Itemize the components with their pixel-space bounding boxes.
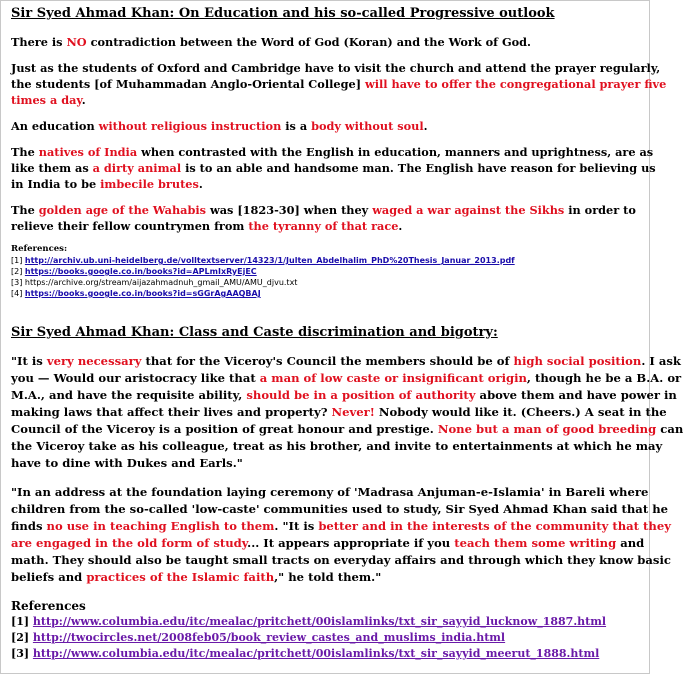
para-education: An education without religious instruction is a body without soul.	[11, 119, 428, 133]
reference-item: [3] https://archive.org/stream/aijazahmadnuh_gmail_AMU/AMU_djvu.txt	[11, 278, 298, 287]
para-natives-line2: like them as a dirty animal is to an able and handsome man. The English have reason for believing us	[11, 161, 656, 175]
para-oxford-line3: times a day.	[11, 93, 86, 107]
reference-link[interactable]: http://twocircles.net/2008feb05/book_review_castes_and_muslims_india.html	[32, 631, 506, 644]
references-heading: References:	[11, 244, 68, 254]
quote1-line1: "It is very necessary that for the Viceroy's Council the members should be of high social position. I ask	[11, 354, 681, 368]
quote2-line5: math. They should also be taught small tracts on everyday affairs and through which they know basic	[11, 553, 671, 567]
quote1-line2: you — Would our aristocracy like that a man of low caste or insignificant origin, though he be a B.A. or	[11, 371, 682, 385]
para-oxford-line1: Just as the students of Oxford and Cambridge have to visit the church and attend the prayer regularly,	[11, 61, 661, 75]
quote1-line7: have to dine with Dukes and Earls."	[11, 456, 243, 470]
reference-item: [2] http://twocircles.net/2008feb05/book_review_castes_and_muslims_india.html	[11, 631, 506, 644]
para-oxford-line2: the students [of Muhammadan Anglo-Oriental College] will have to offer the congregational prayer five	[11, 77, 667, 91]
para-wahabis-line1: The golden age of the Wahabis was [1823-30] when they waged a war against the Sikhs in order to	[11, 203, 636, 217]
document	[11, 6, 683, 662]
reference-item: [1] http://www.columbia.edu/itc/mealac/pritchett/00islamlinks/txt_sir_sayyid_lucknow_1887.html	[11, 615, 607, 628]
reference-link[interactable]: http://www.columbia.edu/itc/mealac/pritchett/00islamlinks/txt_sir_sayyid_lucknow_1887.html	[32, 615, 607, 628]
reference-link[interactable]: http://archiv.ub.uni-heidelberg.de/volltextserver/14323/1/Julten_Abdelhalim_PhD%20Thesis_Januar_2013.pdf	[24, 256, 515, 265]
reference-link[interactable]: https://books.google.co.in/books?id=APLmIxRyEjEC	[24, 267, 257, 276]
quote1-line5: Council of the Viceroy is a position of great honour and prestige. None but a man of good breeding can	[11, 422, 683, 436]
quote2-line3: finds no use in teaching English to them. "It is better and in the interests of the community that they	[11, 519, 671, 533]
reference-link[interactable]: https://books.google.co.in/books?id=sGGrAgAAQBAJ	[24, 289, 261, 298]
reference-item: [1] http://archiv.ub.uni-heidelberg.de/volltextserver/14323/1/Julten_Abdelhalim_PhD%20Thesis_Januar_2013.pdf	[11, 256, 515, 265]
section2-title: Sir Syed Ahmad Khan: Class and Caste discrimination and bigotry:	[11, 325, 498, 340]
quote1-line6: the Viceroy take as his colleague, treat as his brother, and invite to entertainments at which he may	[11, 439, 663, 453]
para-natives-line1: The natives of India when contrasted with the English in education, manners and uprightness, are as	[11, 145, 654, 159]
quote1-line3: M.A., and have the requisite ability, should be in a position of authority above them and have power in	[11, 388, 677, 402]
quote2-line1: "In an address at the foundation laying ceremony of 'Madrasa Anjuman-e-Islamia' in Bareli where	[11, 485, 649, 499]
para-word-of-god: There is NO contradiction between the Word of God (Koran) and the Work of God.	[11, 35, 531, 49]
reference-item: [2] https://books.google.co.in/books?id=APLmIxRyEjEC	[11, 267, 257, 276]
para-wahabis-line2: relieve their fellow countrymen from the tyranny of that race.	[11, 219, 403, 233]
quote2-line6: beliefs and practices of the Islamic faith," he told them."	[11, 570, 382, 584]
references-heading: References	[11, 599, 86, 613]
reference-item: [3] http://www.columbia.edu/itc/mealac/pritchett/00islamlinks/txt_sir_sayyid_meerut_1888.html	[11, 647, 600, 660]
para-natives-line3: in India to be imbecile brutes.	[11, 177, 203, 191]
quote2-line4: are engaged in the old form of study... It appears appropriate if you teach them some writing and	[11, 536, 645, 550]
section1-title: Sir Syed Ahmad Khan: On Education and his so-called Progressive outlook	[11, 6, 555, 21]
quote1-line4: making laws that affect their lives and property? Never! Nobody would like it. (Cheers.) A seat in the	[11, 405, 667, 419]
reference-item: [4] https://books.google.co.in/books?id=sGGrAgAAQBAJ	[11, 289, 261, 298]
reference-link[interactable]: http://www.columbia.edu/itc/mealac/pritchett/00islamlinks/txt_sir_sayyid_meerut_1888.html	[32, 647, 600, 660]
quote2-line2: children from the so-called 'low-caste' communities used to study, Sir Syed Ahmad Khan said that he	[11, 502, 669, 516]
